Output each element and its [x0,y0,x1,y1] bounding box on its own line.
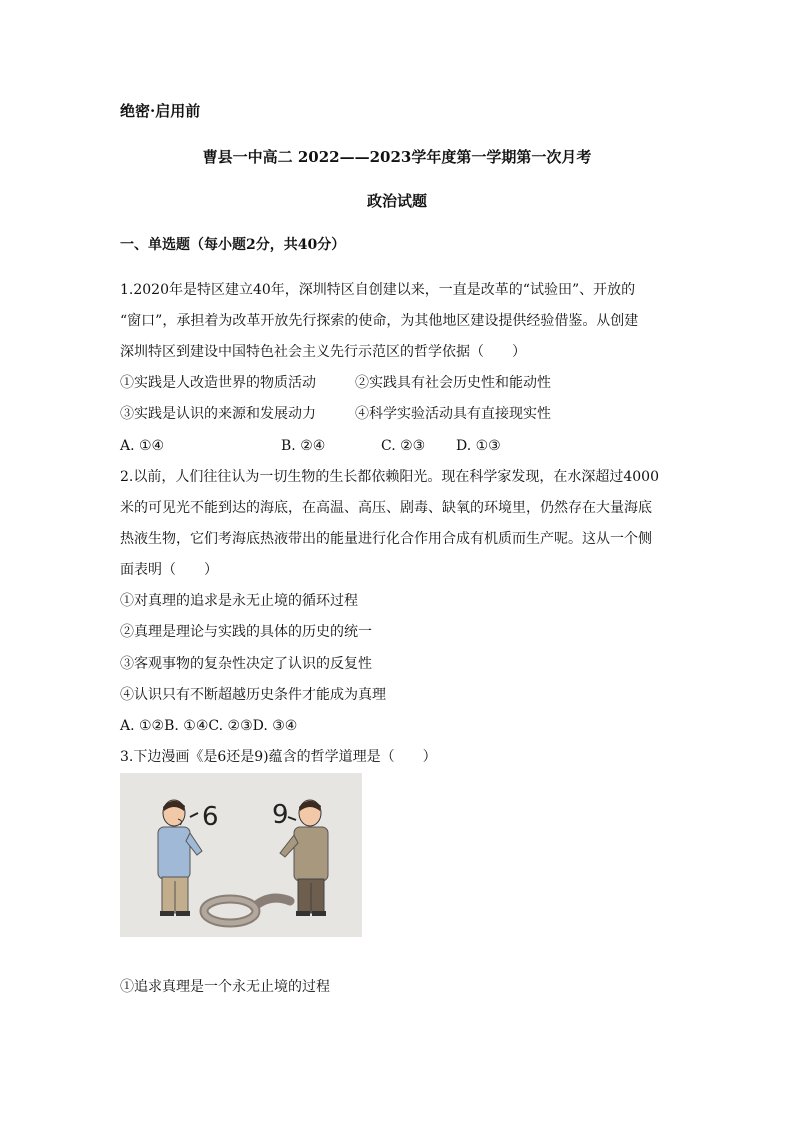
question-text: 米的可见光不能到达的海底，在高温、高压、剧毒、缺氧的环境里，仍然存在大量海底 [120,500,652,516]
option-d: D. ①③ [456,438,501,454]
question-text: 2.以前，人们往往认为一切生物的生长都依赖阳光。现在科学家发现，在水深超过4000 [120,469,659,485]
statement-1: ①对真理的追求是永无止境的循环过程 [120,593,358,609]
option-c: C. ②③ [381,438,426,454]
question-text: 3.下边漫画《是6还是9)蕴含的哲学道理是（ ） [120,749,437,765]
statement-3: ③客观事物的复杂性决定了认识的反复性 [120,656,372,672]
question-text: 1.2020年是特区建立40年，深圳特区自创建以来，一直是改革的“试验田”、开放的 [120,282,636,298]
option-b: B. ②④ [281,438,326,454]
question-text: 深圳特区到建设中国特色社会主义先行示范区的哲学依据（ ） [120,344,526,360]
statement-4: ④科学实验活动具有直接现实性 [355,406,551,422]
statement-4: ④认识只有不断超越历史条件才能成为真理 [120,687,386,703]
statement-3: ③实践是认识的来源和发展动力 [120,406,316,422]
cartoon-image [120,773,362,937]
subject-title: 政治试题 [366,192,427,210]
confidential-label: 绝密·启用前 [120,102,201,120]
question-text: “窗口”，承担着为改革开放先行探索的使命，为其他地区建设提供经验借鉴。从创建 [120,313,639,329]
exam-title: 曹县一中高二 2022——2023学年度第一学期第一次月考 [202,148,592,166]
question-text: 面表明（ ） [120,562,218,578]
right-speech-number: 9 [272,800,289,830]
option-a: A. ①④ [120,438,165,454]
statement-1: ①追求真理是一个永无止境的过程 [120,979,330,995]
section-heading: 一、单选题（每小题2分，共40分） [120,237,346,253]
statement-2: ②真理是理论与实践的具体的历史的统一 [120,624,372,640]
statement-1: ①实践是人改造世界的物质活动 [120,375,316,391]
left-speech-number: 6 [202,802,219,832]
options-line: A. ①②B. ①④C. ②③D. ③④ [120,718,298,734]
statement-2: ②实践具有社会历史性和能动性 [355,375,551,391]
question-text: 热液生物，它们考海底热液带出的能量进行化合作用合成有机质而生产呢。这从一个侧 [120,531,652,547]
